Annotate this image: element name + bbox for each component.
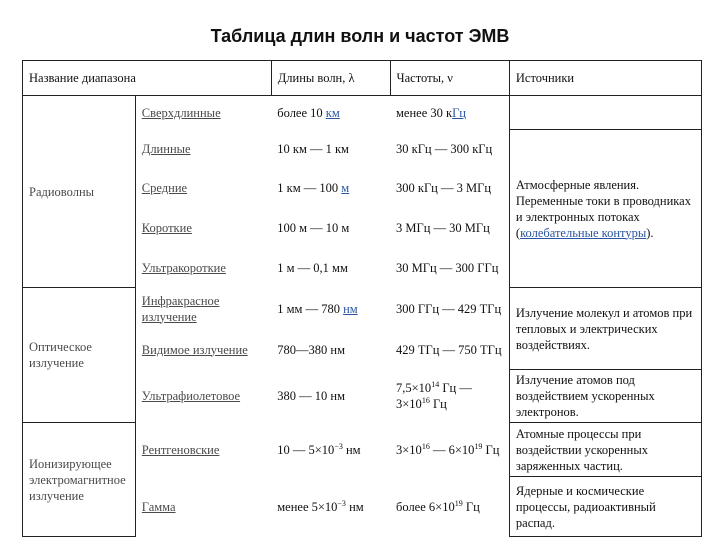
row-name[interactable] [135,248,271,288]
row-name[interactable] [135,168,271,208]
header-name: Название диапазона [23,61,272,96]
row-freq: $7,5\times 10^{14}$ Гц — $3\times 10^{16}$ Гц [396,379,472,411]
group-radio: Радиоволны [23,96,136,288]
row-wave: более 10 км [277,105,340,120]
emw-table [22,60,702,537]
source-ir-visible: Излучение молекул и атомов при тепловых и электрических воздействиях. [509,288,701,370]
unit-link[interactable]: м [341,180,350,195]
range-link[interactable]: Гамма [141,499,176,514]
header-frequency: Частоты, ν [390,61,509,96]
range-link[interactable]: Видимое излучение [141,342,248,357]
header-sources: Источники [509,61,701,96]
range-link[interactable]: Ультракороткие [141,260,226,275]
table-row [23,423,702,477]
unit-link[interactable]: км [325,105,340,120]
row-freq: 300 ГГц — 429 ТГц [396,301,502,316]
row-source-empty [509,96,701,130]
page-title: Таблица длин волн и частот ЭМВ [210,26,510,46]
row-freq: 300 кГц — 3 МГц [396,180,492,195]
group-optical: Оптическое излучение [23,288,136,423]
table-header-row [23,61,702,96]
row-freq: $3\times 10^{16}$ — $6\times 10^{19}$ Гц [396,441,500,457]
row-wave: 1 м — 0,1 мм [277,260,348,275]
row-wave: 10 — $5\times 10^{-3}$ нм [277,441,361,457]
row-name[interactable] [135,96,271,130]
range-link[interactable]: Короткие [141,220,192,235]
oscillating-circuit-link[interactable]: колебательные контуры [520,225,647,240]
table-row [23,288,702,330]
row-freq: более $6\times 10^{19}$ Гц [396,498,480,514]
range-link[interactable]: Сверхдлинные [141,105,221,120]
row-name[interactable] [135,477,271,537]
source-xray: Атомные процессы при воздействии ускоренных заряженных частиц. [509,423,701,477]
row-wave: 780—380 нм [277,342,345,357]
unit-link[interactable]: нм [343,301,358,316]
row-name[interactable] [135,330,271,370]
row-wave: 10 км — 1 км [277,141,349,156]
row-name[interactable] [135,370,271,423]
header-wavelength: Длины волн, λ [271,61,390,96]
group-ionizing: Ионизирующее электромагнитное излучение [23,423,136,537]
row-wave: менее $5\times 10^{-3}$ нм [277,498,364,514]
row-wave: 380 — 10 нм [277,389,345,403]
row-wave: 100 м — 10 м [277,220,350,235]
table-row [23,96,702,130]
range-link[interactable]: Средние [141,180,188,195]
range-link[interactable]: Длинные [141,141,191,156]
row-freq: 429 ТГц — 750 ТГц [396,342,502,357]
row-wave: 1 мм — 780 нм [277,301,358,316]
source-uv: Излучение атомов под воздействием ускоренных электронов. [509,370,701,423]
row-name[interactable] [135,208,271,248]
row-freq: менее 30 кГц [396,105,466,120]
row-freq: 3 МГц — 30 МГц [396,220,490,235]
unit-link[interactable]: Гц [452,105,466,120]
row-freq: 30 МГц — 300 ГГц [396,260,499,275]
row-freq: 30 кГц — 300 кГц [396,141,493,156]
row-name[interactable] [135,288,271,330]
range-link[interactable]: Ультрафиолетовое [141,389,241,403]
row-name[interactable] [135,423,271,477]
range-link[interactable]: Инфракрасное излучение [141,293,220,324]
row-name[interactable] [135,130,271,168]
row-wave: 1 км — 100 м [277,180,350,195]
source-gamma: Ядерные и космические процессы, радиоактивный распад. [509,477,701,537]
range-link[interactable]: Рентгеновские [141,442,220,457]
source-radio: Атмосферные явления. Переменные токи в проводниках и электронных потоках (колебательные контуры). [509,130,701,288]
